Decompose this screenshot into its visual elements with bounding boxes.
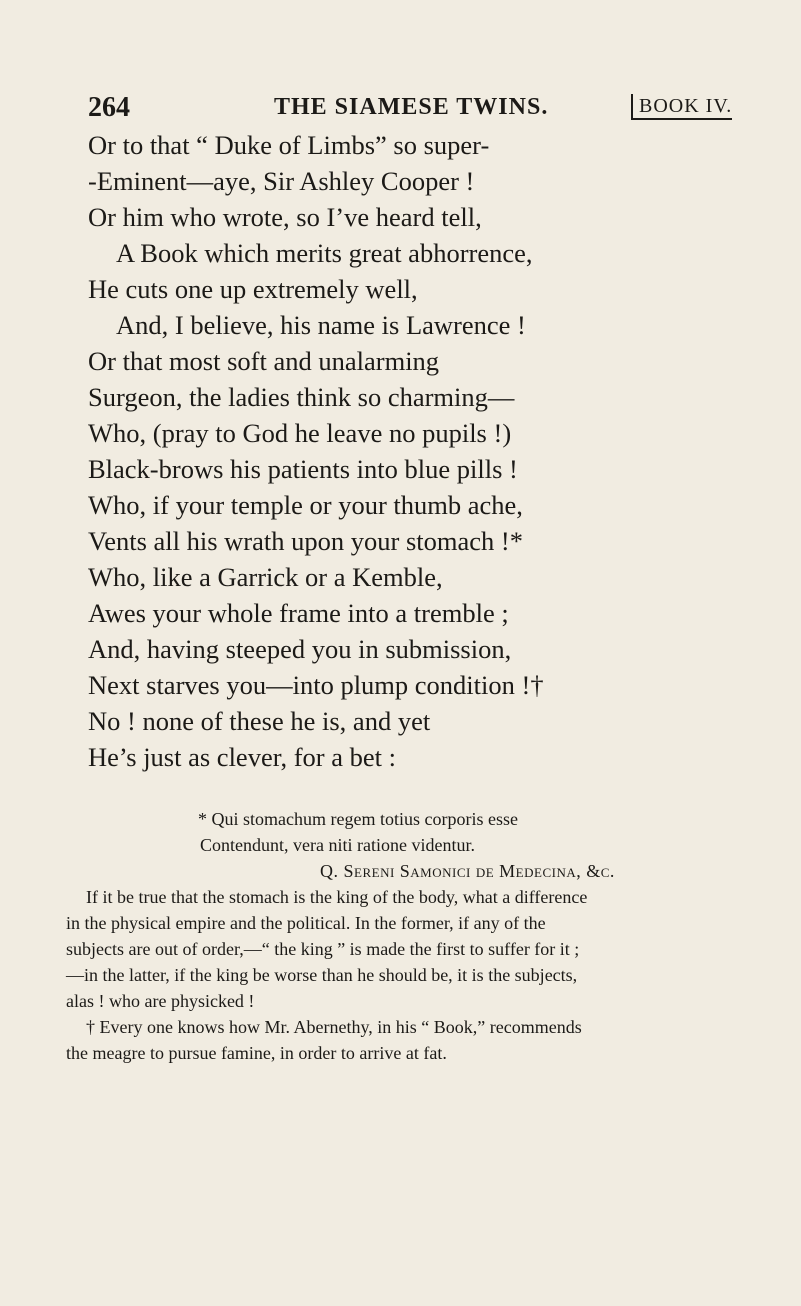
page-number: 264 [88,92,130,123]
poem-line: No ! none of these he is, and yet [88,706,431,736]
poem-line: And, having steeped you in submission, [88,634,512,664]
poem-line: Or that most soft and unalarming [88,346,440,376]
poem-line: Who, if your temple or your thumb ache, [88,490,523,520]
running-title: THE SIAMESE TWINS. [274,94,549,120]
page-header [88,84,768,124]
poem-line: Who, like a Garrick or a Kemble, [88,562,443,592]
poem-line: A Book which merits great abhorrence, [116,238,533,268]
poem-line: Or to that “ Duke of Limbs” so super- [88,130,490,160]
footnote-prose-line: alas ! who are physicked ! [66,991,255,1011]
poem [88,127,768,775]
poem-line: Awes your whole frame into a tremble ; [88,598,509,628]
footnote-prose-line: If it be true that the stomach is the king of the body, what a difference [86,887,588,907]
poem-line: Surgeon, the ladies think so charming— [88,382,515,412]
poem-line: He cuts one up extremely well, [88,274,418,304]
footnote-prose-line: subjects are out of order,—“ the king ” is made the first to suffer for it ; [66,939,580,959]
poem-line: Black-brows his patients into blue pills ! [88,454,518,484]
footnote-latin-line: * Qui stomachum regem totius corporis esse [198,809,518,829]
footnote-source: Q. Sereni Samonici de Medecina, &c. [320,861,615,881]
poem-line: Who, (pray to God he leave no pupils !) [88,418,512,448]
poem-line: He’s just as clever, for a bet : [88,742,396,772]
footnote-latin-line: Contendunt, vera niti ratione videntur. [200,835,475,855]
poem-line: Next starves you—into plump condition !† [88,670,544,700]
poem-line: -Eminent—aye, Sir Ashley Cooper ! [88,166,475,196]
footnote-dagger-line: the meagre to pursue famine, in order to arrive at fat. [66,1043,447,1063]
book-reference: BOOK IV. [631,94,732,120]
poem-line: And, I believe, his name is Lawrence ! [116,310,526,340]
footnotes [0,806,801,1066]
footnote-dagger-line: † Every one knows how Mr. Abernethy, in his “ Book,” recommends [86,1017,582,1037]
footnote-prose-line: in the physical empire and the political. In the former, if any of the [66,913,546,933]
footnote-prose-line: —in the latter, if the king be worse than he should be, it is the subjects, [66,965,578,985]
poem-line: Or him who wrote, so I’ve heard tell, [88,202,482,232]
poem-line: Vents all his wrath upon your stomach !* [88,526,523,556]
